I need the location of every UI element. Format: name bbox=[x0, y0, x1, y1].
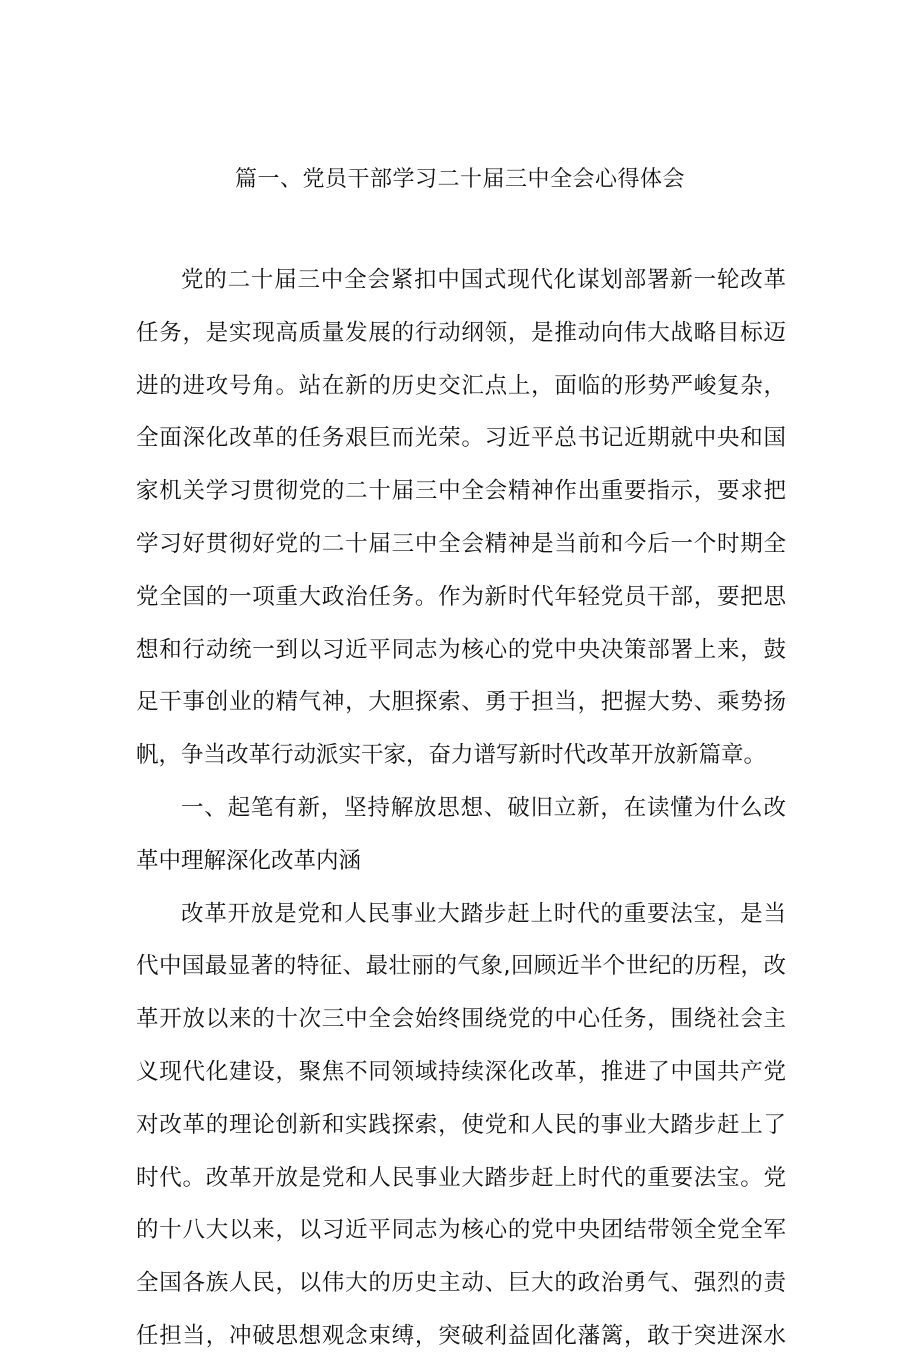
paragraph-line: 义现代化建设，聚焦不同领域持续深化改革，推进了中国共产党 bbox=[136, 1058, 786, 1085]
paragraph-line: 家机关学习贯彻党的二十届三中全会精神作出重要指示，要求把 bbox=[136, 478, 786, 505]
document-body bbox=[136, 254, 786, 1363]
section-heading-line: 革中理解深化改革内涵 bbox=[136, 847, 362, 874]
paragraph-line: 帆，争当改革行动派实干家，奋力谱写新时代改革开放新篇章。 bbox=[136, 742, 767, 769]
paragraph-line: 足干事创业的精气神，大胆探索、勇于担当，把握大势、乘势扬 bbox=[136, 689, 786, 716]
paragraph-line: 进的进攻号角。站在新的历史交汇点上，面临的形势严峻复杂， bbox=[136, 372, 786, 399]
paragraph-line: 代中国最显著的特征、最壮丽的气象,回顾近半个世纪的历程，改 bbox=[136, 953, 786, 980]
paragraph-line: 的十八大以来，以习近平同志为核心的党中央团结带领全党全军 bbox=[136, 1217, 786, 1244]
paragraph-line: 党全国的一项重大政治任务。作为新时代年轻党员干部，要把思 bbox=[136, 583, 786, 610]
paragraph-line: 想和行动统一到以习近平同志为核心的党中央决策部署上来，鼓 bbox=[136, 636, 786, 663]
paragraph-line: 党的二十届三中全会紧扣中国式现代化谋划部署新一轮改革 bbox=[181, 267, 786, 293]
paragraph-line: 时代。改革开放是党和人民事业大踏步赶上时代的重要法宝。党 bbox=[136, 1164, 786, 1191]
paragraph-line: 全国各族人民，以伟大的历史主动、巨大的政治勇气、强烈的责 bbox=[136, 1270, 786, 1297]
section-heading-line: 一、起笔有新，坚持解放思想、破旧立新，在读懂为什么改 bbox=[181, 794, 786, 821]
paragraph-line: 改革开放是党和人民事业大踏步赶上时代的重要法宝，是当 bbox=[181, 900, 786, 927]
paragraph-line: 任务，是实现高质量发展的行动纲领，是推动向伟大战略目标迈 bbox=[136, 319, 786, 346]
paragraph-line: 任担当，冲破思想观念束缚，突破利益固化藩篱，敢于突进深水 bbox=[136, 1322, 786, 1349]
paragraph-line: 革开放以来的十次三中全会始终围绕党的中心任务，围绕社会主 bbox=[136, 1006, 786, 1033]
paragraph-line: 全面深化改革的任务艰巨而光荣。习近平总书记近期就中央和国 bbox=[136, 425, 786, 452]
document-title: 篇一、党员干部学习二十届三中全会心得体会 bbox=[234, 167, 685, 192]
paragraph-line: 对改革的理论创新和实践探索，使党和人民的事业大踏步赶上了 bbox=[136, 1111, 786, 1138]
paragraph-line: 学习好贯彻好党的二十届三中全会精神是当前和今后一个时期全 bbox=[136, 530, 786, 557]
